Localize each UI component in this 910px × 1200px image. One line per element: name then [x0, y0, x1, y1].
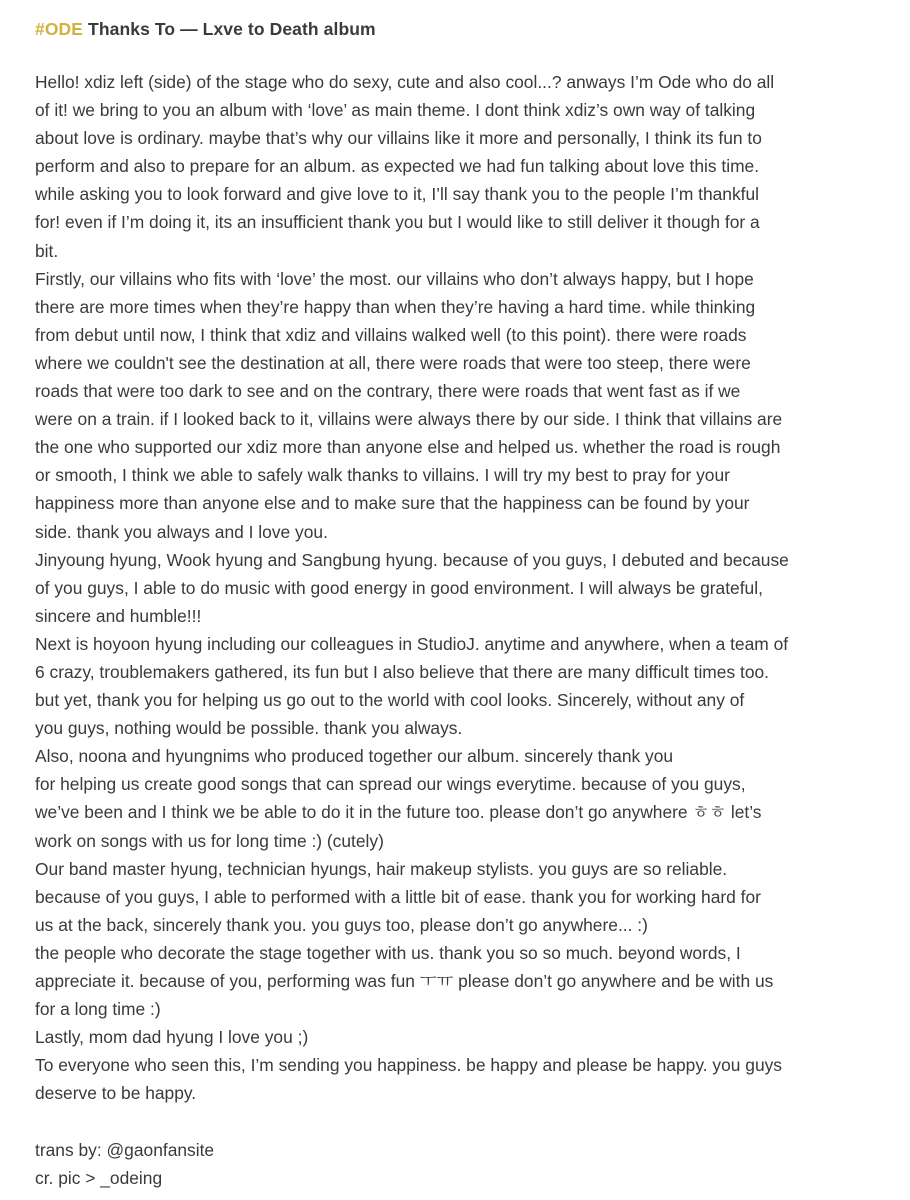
document-title — [35, 15, 875, 43]
text-line: work on songs with us for long time :) (cutely) — [35, 830, 384, 851]
picture-credit: cr. pic > _odeing — [35, 1167, 163, 1188]
text-line: because of you guys, I able to performed with a little bit of ease. thank you for working hard for — [35, 886, 761, 907]
text-line: us at the back, sincerely thank you. you guys too, please don’t go anywhere... :) — [35, 914, 648, 935]
paragraph — [35, 1023, 875, 1051]
text-line: the people who decorate the stage together with us. thank you so so much. beyond words, I — [35, 942, 741, 963]
text-line: bit. — [35, 240, 59, 261]
text-line: sincere and humble!!! — [35, 605, 202, 626]
text-line: Hello! xdiz left (side) of the stage who do sexy, cute and also cool...? anways I’m Ode who do all — [35, 72, 775, 92]
text-line: while asking you to look forward and give love to it, I’ll say thank you to the people I’m thankful — [35, 184, 760, 205]
paragraph — [35, 546, 875, 630]
text-line: of it! we bring to you an album with ‘love’ as main theme. I dont think xdiz’s own way of talking — [35, 100, 756, 121]
text-line: for a long time :) — [35, 999, 161, 1020]
text-line: about love is ordinary. maybe that’s why our villains like it more and personally, I think its fun to — [35, 128, 762, 149]
text-line: or smooth, I think we able to safely walk thanks to villains. I will try my best to pray for your — [35, 465, 730, 486]
text-line: perform and also to prepare for an album. as expected we had fun talking about love this time. — [35, 156, 760, 177]
paragraph — [35, 939, 875, 1023]
paragraph — [35, 742, 875, 854]
text-line: Firstly, our villains who fits with ‘love’ the most. our villains who don’t always happy, but I hope — [35, 268, 754, 289]
text-line: for helping us create good songs that can spread our wings everytime. because of you guys, — [35, 774, 746, 795]
text-line: Also, noona and hyungnims who produced together our album. sincerely thank you — [35, 746, 674, 767]
text-line: but yet, thank you for helping us go out to the world with cool looks. Sincerely, without any of — [35, 690, 745, 711]
text-line: 6 crazy, troublemakers gathered, its fun but I also believe that there are many difficult times too. — [35, 661, 769, 682]
text-line: we’ve been and I think we be able to do it in the future too. please don’t go anywhere ㅎㅎ let’s — [35, 802, 762, 823]
paragraph — [35, 855, 875, 939]
text-line: deserve to be happy. — [35, 1083, 197, 1104]
title-text: Thanks To — Lxve to Death album — [88, 19, 376, 39]
paragraph — [35, 265, 875, 546]
text-line: from debut until now, I think that xdiz and villains walked well (to this point). there were roads — [35, 324, 747, 345]
text-line: happiness more than anyone else and to make sure that the happiness can be found by your — [35, 493, 750, 514]
text-line: Our band master hyung, technician hyungs, hair makeup stylists. you guys are so reliable. — [35, 858, 728, 879]
text-line: there are more times when they’re happy than when they’re having a hard time. while thinking — [35, 296, 756, 317]
paragraph — [35, 68, 875, 265]
text-line: side. thank you always and I love you. — [35, 521, 328, 542]
text-line: Jinyoung hyung, Wook hyung and Sangbung hyung. because of you guys, I debuted and because — [35, 549, 789, 570]
credits — [35, 1136, 875, 1192]
text-line: for! even if I’m doing it, its an insufficient thank you but I would like to still deliver it though for a — [35, 212, 760, 233]
text-line: you guys, nothing would be possible. thank you always. — [35, 718, 463, 739]
paragraph — [35, 630, 875, 742]
paragraph — [35, 1051, 875, 1107]
blank-line — [35, 1107, 875, 1135]
text-line: To everyone who seen this, I’m sending you happiness. be happy and please be happy. you guys — [35, 1055, 783, 1076]
text-line: where we couldn't see the destination at all, there were roads that were too steep, there were — [35, 352, 751, 373]
text-line: were on a train. if I looked back to it, villains were always there by our side. I think that villains are — [35, 409, 783, 430]
text-line: Lastly, mom dad hyung I love you ;) — [35, 1027, 309, 1048]
document-body — [35, 68, 875, 1107]
text-line: Next is hoyoon hyung including our colleagues in StudioJ. anytime and anywhere, when a team of — [35, 633, 789, 654]
hashtag-link[interactable]: #ODE — [35, 19, 84, 39]
text-line: the one who supported our xdiz more than anyone else and helped us. whether the road is rough — [35, 437, 781, 458]
text-line: of you guys, I able to do music with good energy in good environment. I will always be grateful, — [35, 577, 763, 598]
text-line: appreciate it. because of you, performing was fun ㅜㅠ please don’t go anywhere and be with us — [35, 971, 774, 991]
text-line: roads that were too dark to see and on the contrary, there were roads that went fast as if we — [35, 381, 741, 402]
translator-credit: trans by: @gaonfansite — [35, 1139, 215, 1160]
